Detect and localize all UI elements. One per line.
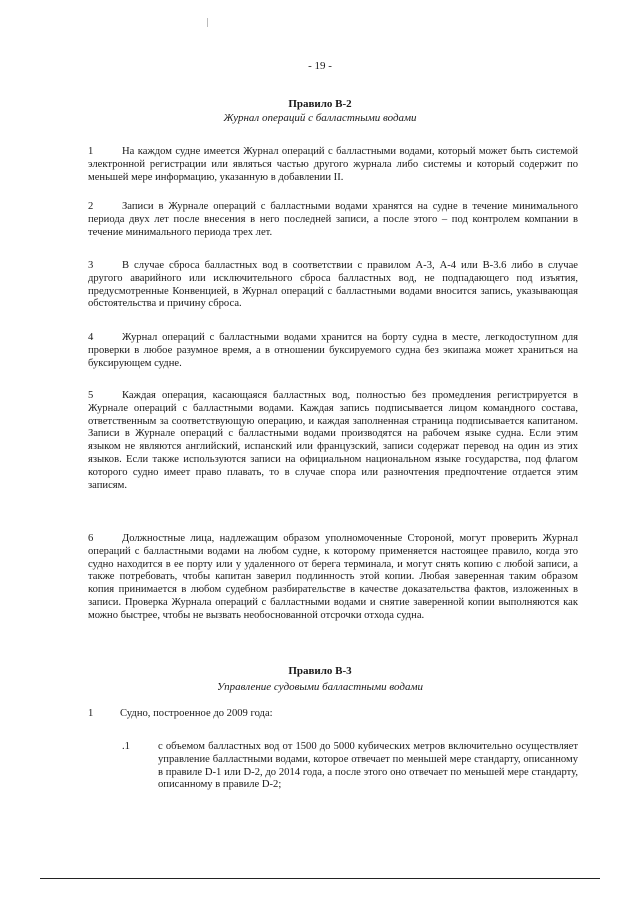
paragraph-text: Журнал операций с балластными водами хранится на борту судна в месте, легкодоступном для проверки в любое разумное время, а в отношении буксируемого судна без экипажа может храниться на буксирующем судне. <box>88 332 578 369</box>
item-text: Судно, построенное до 2009 года: <box>120 708 273 719</box>
paragraph-number: 3 <box>88 260 94 271</box>
page-number: - 19 - <box>308 60 332 72</box>
paragraph-4 <box>88 332 578 370</box>
paragraph-number: 6 <box>88 533 94 544</box>
paragraph-text: В случае сброса балластных вод в соответствии с правилом А-3, А-4 или В-3.6 либо в случае другого аварийного или исключительного сброса балластных вод, не подпадающего под изъятия, предусмотренные Конвенцией, в Журнал операций с балластными водами вносится запись, указывающая обстоятельства и причину сброса. <box>88 260 578 310</box>
rule-b2-title: Правило В-2 <box>288 98 352 110</box>
footer-rule <box>40 878 600 879</box>
paragraph-text: На каждом судне имеется Журнал операций с балластными водами, который может быть системой электронной регистрации или являться частью другого журнала либо системы и который содержит по меньшей мере информацию, указанную в добавлении II. <box>88 146 578 183</box>
subitem-text: с объемом балластных вод от 1500 до 5000 кубических метров включительно осуществляет управление балластными водами, которое отвечает по меньшей мере стандарту, описанному в правиле D-1 или D-2, до 2014 года, а после этого оно отвечает по меньшей мере стандарту, описанному в правиле D-2; <box>158 741 578 791</box>
paragraph-number: 2 <box>88 201 94 212</box>
paragraph-number: 5 <box>88 390 94 401</box>
paragraph-text: Записи в Журнале операций с балластными водами хранятся на судне в течение минимального периода двух лет после внесения в него последней записи, а после этого – под контролем компании в течение минимального периода трех лет. <box>88 201 578 238</box>
paragraph-text: Должностные лица, надлежащим образом уполномоченные Стороной, могут проверить Журнал операций с балластными водами на любом судне, к которому применяется настоящее правило, когда это судно находится в ее порту или у удаленного от берега терминала, и могут снять копию с любой записи, а также потребовать, чтобы капитан заверил подлинность этой копии. Любая заверенная таким образом копия принимается в любом судебном разбирательстве в качестве доказательства фактов, изложенных в записи. Проверка Журнала операций с балластными водами и снятие заверенной копии выполняются как можно быстрее, чтобы не вызвать необоснованной отсрочки отхода судна. <box>88 533 578 621</box>
rule-b2-subtitle: Журнал операций с балластными водами <box>223 112 417 124</box>
paragraph-3 <box>88 260 578 311</box>
top-scan-mark <box>207 18 208 27</box>
subitem-number: .1 <box>122 741 130 752</box>
paragraph-6 <box>88 533 578 623</box>
paragraph-number: 4 <box>88 332 94 343</box>
paragraph-text: Каждая операция, касающаяся балластных вод, полностью без промедления регистрируется в Журнале операций с балластными водами. Каждая запись подписывается лицом командного состава, ответственным за соответствующую операцию, и каждая заполненная страница подписывается капитаном. Записи в Журнале операций с балластными водами производятся на рабочем языке судна. Если этим языком не являются английский, испанский или французский, записи содержат перевод на один из этих языков. Если также используются записи на официальном национальном языке государства, под флагом которого судно имеет право плавать, то в случае спора или разночтения предпочтение отдается этим записям. <box>88 390 578 491</box>
paragraph-5 <box>88 390 578 492</box>
paragraph-number: 1 <box>88 146 94 157</box>
paragraph-2 <box>88 201 578 239</box>
item-number: 1 <box>88 708 94 719</box>
paragraph-1 <box>88 146 578 184</box>
rule-b3-subtitle: Управление судовыми балластными водами <box>217 681 423 693</box>
rule-b3-title: Правило В-3 <box>288 665 352 677</box>
